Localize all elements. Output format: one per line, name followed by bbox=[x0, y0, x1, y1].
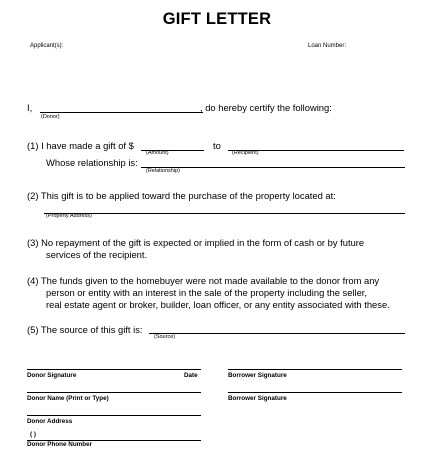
item5-text: (5) The source of this gift is: bbox=[27, 324, 143, 335]
relationship-line[interactable] bbox=[141, 167, 405, 168]
borrower-signature-label-1: Borrower Signature bbox=[228, 372, 287, 379]
item1-text: (1) I have made a gift of $ bbox=[27, 140, 134, 151]
certify-suffix: , do hereby certify the following: bbox=[200, 102, 332, 113]
document-title: GIFT LETTER bbox=[162, 10, 272, 28]
source-line[interactable] bbox=[149, 333, 405, 334]
donor-caption: (Donor) bbox=[41, 114, 60, 120]
borrower-signature-line-1[interactable] bbox=[228, 369, 402, 370]
borrower-signature-label-2: Borrower Signature bbox=[228, 395, 287, 402]
donor-phone-label: Donor Phone Number bbox=[27, 441, 93, 448]
property-address-caption: (Property Address) bbox=[46, 213, 92, 219]
donor-signature-label: Donor Signature bbox=[27, 372, 77, 379]
amount-caption: (Amount) bbox=[146, 150, 169, 156]
source-caption: (Source) bbox=[154, 334, 176, 340]
donor-name-line[interactable] bbox=[40, 112, 203, 113]
item2-text: (2) This gift is to be applied toward the purchase of the property located at: bbox=[27, 190, 336, 201]
loan-number-label: Loan Number: bbox=[308, 43, 347, 49]
recipient-caption: (Recipient) bbox=[232, 150, 259, 156]
item4-line2: person or entity with an interest in the sale of the property including the seller, bbox=[46, 287, 368, 298]
applicants-label: Applicant(s): bbox=[30, 43, 64, 49]
item4-line3: real estate agent or broker, builder, loan officer, or any entity associated with these. bbox=[46, 299, 390, 310]
item4-line1: (4) The funds given to the homebuyer were not made available to the donor from any bbox=[27, 275, 380, 286]
borrower-signature-line-2[interactable] bbox=[228, 392, 402, 393]
relationship-caption: (Relationship) bbox=[146, 168, 180, 174]
phone-area-code[interactable]: ( ) bbox=[30, 431, 36, 438]
donor-name-print-label: Donor Name (Print or Type) bbox=[27, 395, 109, 402]
relationship-text: Whose relationship is: bbox=[46, 157, 138, 168]
certify-prefix: I, bbox=[27, 102, 33, 113]
to-label: to bbox=[213, 140, 221, 151]
donor-name-print-line[interactable] bbox=[27, 392, 201, 393]
property-address-line[interactable] bbox=[44, 213, 405, 214]
donor-signature-line[interactable] bbox=[27, 369, 201, 370]
item3-line1: (3) No repayment of the gift is expected or implied in the form of cash or by future bbox=[27, 237, 365, 248]
donor-address-line[interactable] bbox=[27, 415, 201, 416]
donor-address-label: Donor Address bbox=[27, 418, 73, 425]
item3-line2: services of the recipient. bbox=[46, 249, 148, 260]
date-label: Date bbox=[184, 372, 198, 379]
